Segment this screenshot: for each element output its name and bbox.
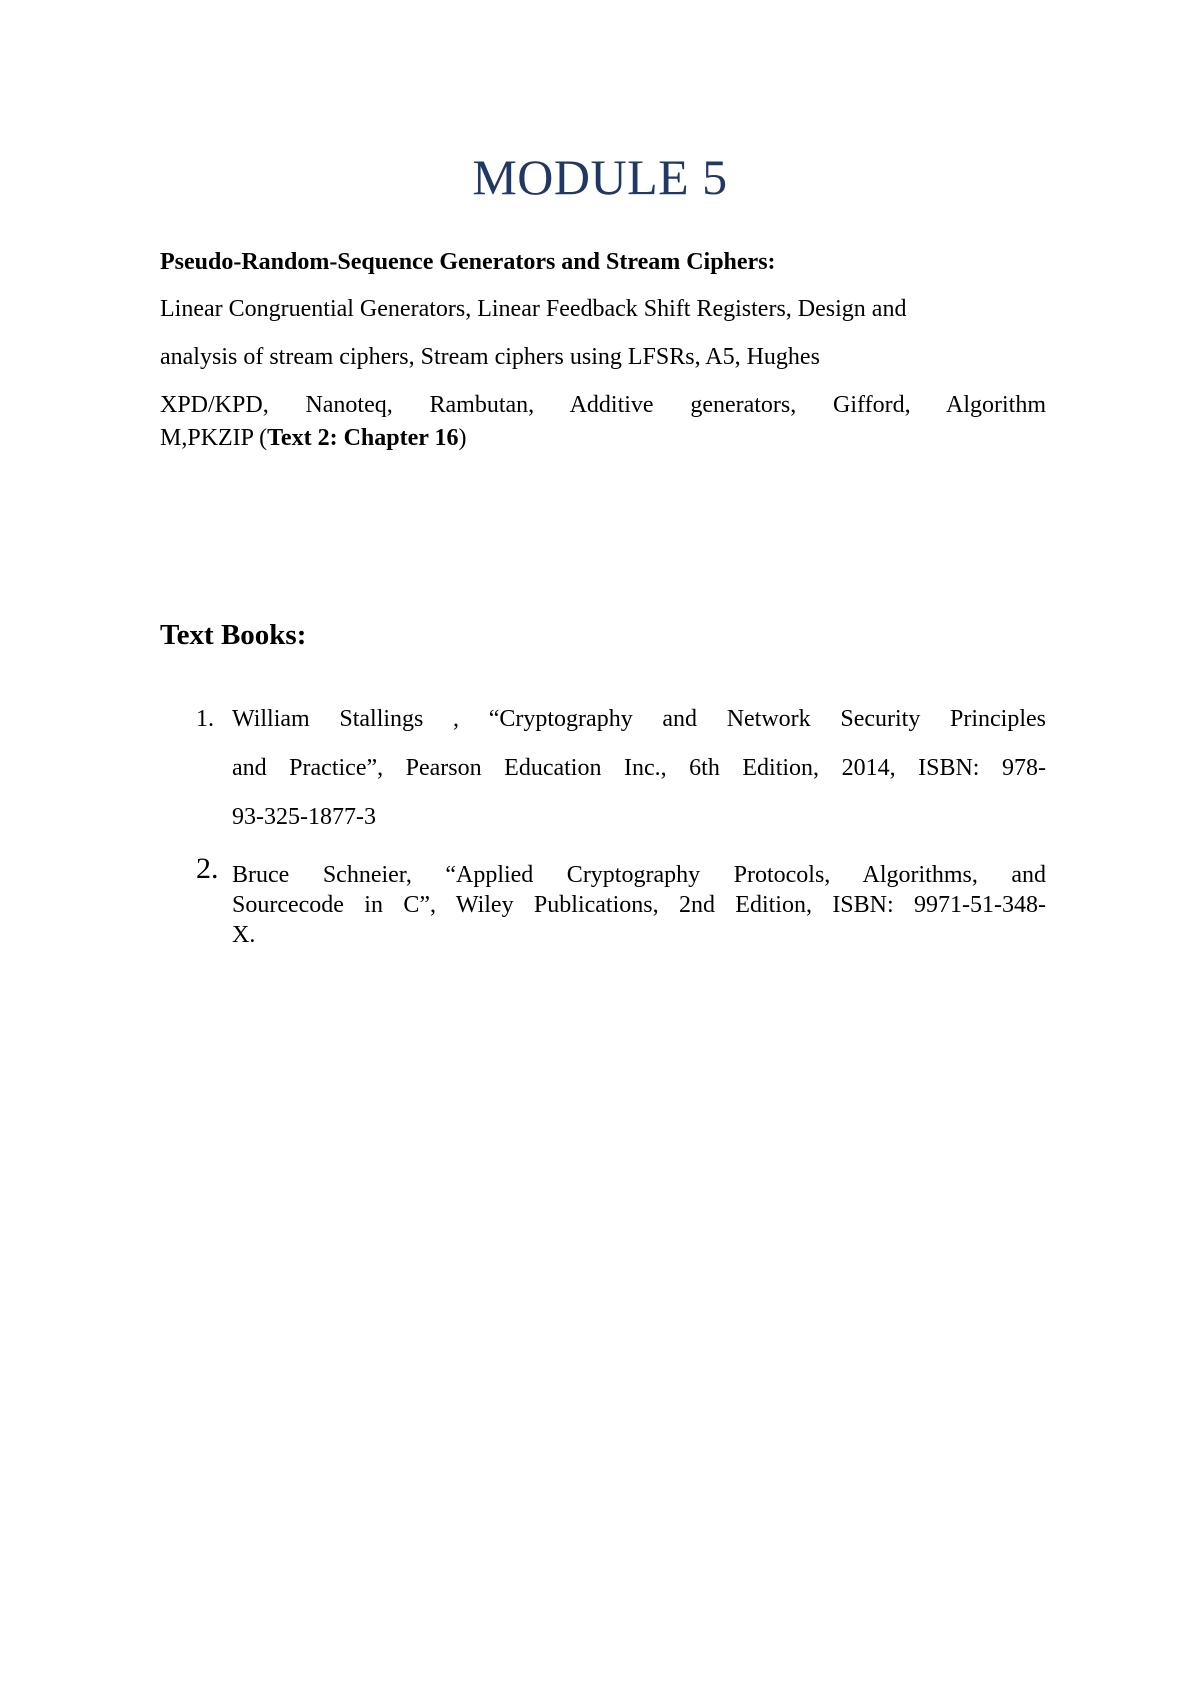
textbook-line: William Stallings , “Cryptography and Network Security Principles xyxy=(232,706,1046,732)
textbook-line: Sourcecode in C”, Wiley Publications, 2nd Edition, ISBN: 9971-51-348- xyxy=(232,892,1046,918)
list-number: 1. xyxy=(196,706,214,732)
syllabus-line-text: M,PKZIP ( xyxy=(160,425,268,451)
list-number: 2. xyxy=(196,852,219,885)
syllabus-reference-line xyxy=(160,423,466,453)
syllabus-line-text: ) xyxy=(458,425,467,451)
textbook-line: Bruce Schneier, “Applied Cryptography Protocols, Algorithms, and xyxy=(232,862,1046,888)
textbook-line: 93-325-1877-3 xyxy=(232,804,376,830)
textbook-line: X. xyxy=(232,922,256,948)
syllabus-line: analysis of stream ciphers, Stream ciphers using LFSRs, A5, Hughes xyxy=(160,344,820,370)
textbooks-heading: Text Books: xyxy=(160,619,307,651)
chapter-reference: Text 2: Chapter 16 xyxy=(267,425,459,451)
syllabus-line: XPD/KPD, Nanoteq, Rambutan, Additive generators, Gifford, Algorithm xyxy=(160,392,1046,418)
section-heading: Pseudo-Random-Sequence Generators and Stream Ciphers: xyxy=(160,249,776,275)
syllabus-line: Linear Congruential Generators, Linear Feedback Shift Registers, Design and xyxy=(160,296,907,322)
textbook-line: and Practice”, Pearson Education Inc., 6th Edition, 2014, ISBN: 978- xyxy=(232,755,1046,781)
module-title: MODULE 5 xyxy=(472,149,728,205)
